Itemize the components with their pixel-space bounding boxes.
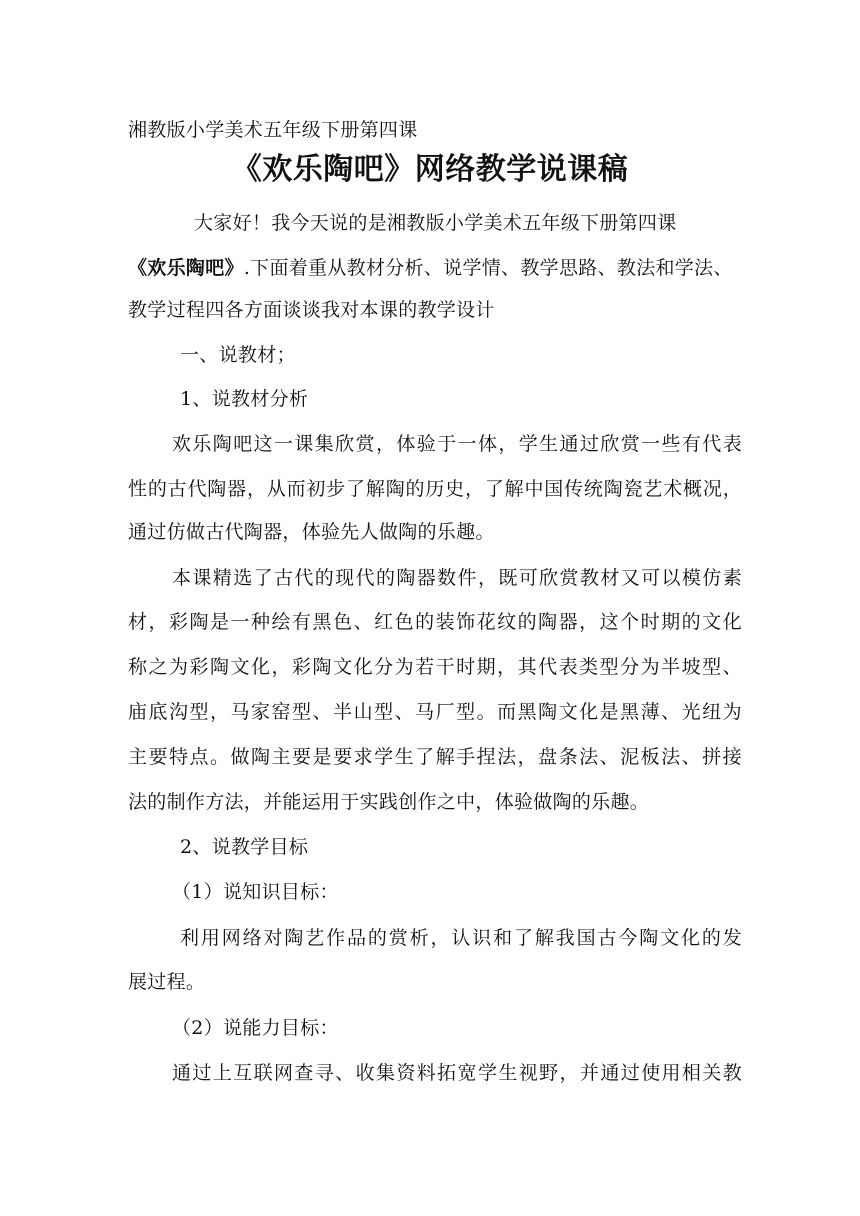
para-2-line-1: 本课精选了古代的现代的陶器数件，既可欣赏教材又可以模仿素: [172, 567, 742, 589]
subsection-1-heading: 1、说教材分析: [180, 388, 309, 410]
subsection-2-heading: 2、说教学目标: [180, 836, 309, 858]
para-2-line-2: 材，彩陶是一种绘有黑色、红色的装饰花纹的陶器，这个时期的文化: [128, 611, 742, 633]
intro-line-2-rest: .下面着重从教材分析、说学情、教学思路、教法和学法、: [243, 257, 733, 279]
para-1-line-1: 欢乐陶吧这一课集欣赏，体验于一体，学生通过欣赏一些有代表: [172, 433, 742, 455]
document-title: 《欢乐陶吧》网络教学说课稿: [231, 152, 629, 187]
para-1-line-3: 通过仿做古代陶器，体验先人做陶的乐趣。: [128, 521, 495, 543]
document-header: 湘教版小学美术五年级下册第四课: [128, 119, 418, 141]
para-2-line-4: 庙底沟型，马家窑型、半山型、马厂型。而黑陶文化是黑薄、光纽为: [128, 701, 742, 723]
para-2-line-3: 称之为彩陶文化，彩陶文化分为若干时期，其代表类型分为半坡型、: [128, 656, 742, 678]
intro-line-1: 大家好！我今天说的是湘教版小学美术五年级下册第四课: [194, 212, 677, 234]
para-2-line-6: 法的制作方法，并能运用于实践创作之中，体验做陶的乐趣。: [128, 791, 650, 813]
section-1-heading: 一、说教材；: [180, 344, 296, 366]
goal-1-heading: （1）说知识目标：: [172, 881, 339, 903]
intro-lesson-name: 《欢乐陶吧》: [128, 257, 244, 279]
goal-2-line-1: 通过上互联网查寻、收集资料拓宽学生视野，并通过使用相关教: [172, 1062, 742, 1084]
para-1-line-2: 性的古代陶器，从而初步了解陶的历史，了解中国传统陶瓷艺术概况，: [128, 478, 742, 500]
goal-1-line-1: 利用网络对陶艺作品的赏析，认识和了解我国古今陶文化的发: [180, 927, 742, 949]
para-2-line-5: 主要特点。做陶主要是要求学生了解手捏法，盘条法、泥板法、拼接: [128, 746, 742, 768]
intro-line-3: 教学过程四各方面谈谈我对本课的教学设计: [128, 299, 495, 321]
intro-line-2: [128, 256, 748, 280]
goal-2-heading: （2）说能力目标：: [172, 1017, 339, 1039]
goal-1-line-2: 展过程。: [128, 971, 206, 993]
